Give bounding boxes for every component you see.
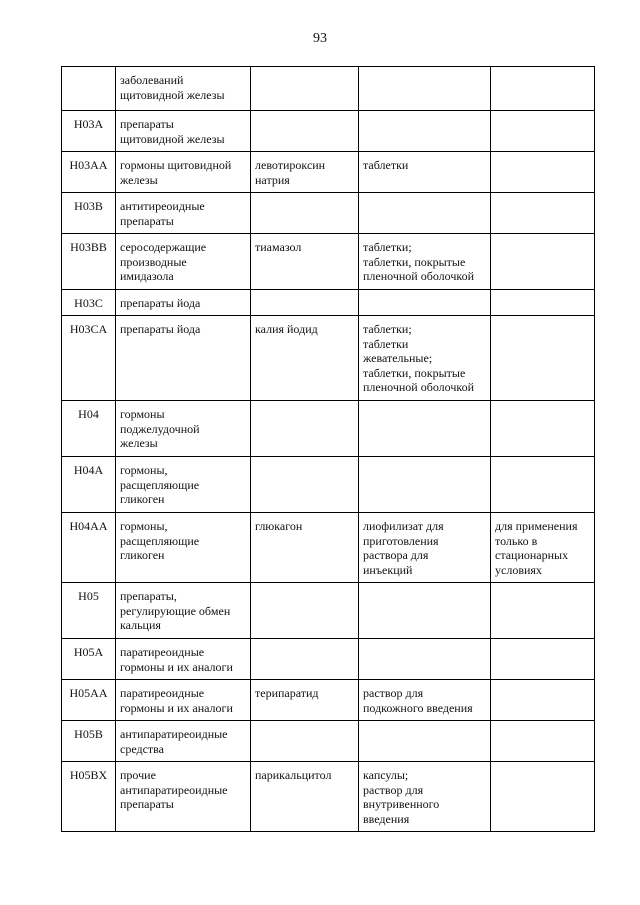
atc-code-cell: H03B <box>62 193 116 234</box>
dosage-form-cell <box>359 193 491 234</box>
atc-code-cell: H03C <box>62 290 116 316</box>
table-row <box>62 401 595 457</box>
drug-name-cell: глюкагон <box>251 513 359 583</box>
group-name-cell: заболеваний щитовидной железы <box>116 67 251 111</box>
note-cell <box>491 111 595 152</box>
atc-code-cell: H05BX <box>62 762 116 832</box>
note-cell <box>491 316 595 401</box>
dosage-form-cell: лиофилизат для приготовления раствора для инъекций <box>359 513 491 583</box>
atc-code-cell: H03BB <box>62 234 116 290</box>
table-row <box>62 290 595 316</box>
drug-name-cell: терипаратид <box>251 680 359 721</box>
group-name-cell: гормоны, расщепляющие гликоген <box>116 457 251 513</box>
atc-code-cell: H04AA <box>62 513 116 583</box>
drug-name-cell <box>251 721 359 762</box>
table-row <box>62 193 595 234</box>
dosage-form-cell: таблетки; таблетки, покрытые пленочной оболочкой <box>359 234 491 290</box>
dosage-form-cell <box>359 583 491 639</box>
drug-table <box>61 66 595 832</box>
group-name-cell: препараты йода <box>116 316 251 401</box>
note-cell <box>491 583 595 639</box>
atc-code-cell: H04 <box>62 401 116 457</box>
note-cell <box>491 193 595 234</box>
dosage-form-cell <box>359 721 491 762</box>
note-cell: для применения только в стационарных условиях <box>491 513 595 583</box>
table-row <box>62 234 595 290</box>
atc-code-cell <box>62 67 116 111</box>
note-cell <box>491 401 595 457</box>
drug-name-cell <box>251 583 359 639</box>
table-row <box>62 513 595 583</box>
drug-name-cell <box>251 111 359 152</box>
table-row <box>62 152 595 193</box>
note-cell <box>491 762 595 832</box>
drug-name-cell <box>251 639 359 680</box>
note-cell <box>491 234 595 290</box>
drug-name-cell <box>251 457 359 513</box>
atc-code-cell: H05B <box>62 721 116 762</box>
atc-code-cell: H05 <box>62 583 116 639</box>
table-row <box>62 457 595 513</box>
group-name-cell: серосодержащие производные имидазола <box>116 234 251 290</box>
dosage-form-cell: таблетки; таблетки жевательные; таблетки, покрытые пленочной оболочкой <box>359 316 491 401</box>
drug-name-cell <box>251 290 359 316</box>
group-name-cell: паратиреоидные гормоны и их аналоги <box>116 680 251 721</box>
note-cell <box>491 67 595 111</box>
table-row <box>62 316 595 401</box>
note-cell <box>491 680 595 721</box>
atc-code-cell: H05AA <box>62 680 116 721</box>
note-cell <box>491 290 595 316</box>
group-name-cell: антипаратиреоидные средства <box>116 721 251 762</box>
dosage-form-cell <box>359 67 491 111</box>
table-row <box>62 583 595 639</box>
group-name-cell: гормоны поджелудочной железы <box>116 401 251 457</box>
dosage-form-cell <box>359 111 491 152</box>
table-row <box>62 639 595 680</box>
note-cell <box>491 152 595 193</box>
dosage-form-cell: капсулы; раствор для внутривенного введения <box>359 762 491 832</box>
drug-name-cell: левотироксин натрия <box>251 152 359 193</box>
page-number: 93 <box>313 31 327 46</box>
table-row <box>62 762 595 832</box>
dosage-form-cell <box>359 639 491 680</box>
dosage-form-cell: таблетки <box>359 152 491 193</box>
group-name-cell: гормоны, расщепляющие гликоген <box>116 513 251 583</box>
group-name-cell: паратиреоидные гормоны и их аналоги <box>116 639 251 680</box>
note-cell <box>491 639 595 680</box>
atc-code-cell: H04A <box>62 457 116 513</box>
drug-name-cell: парикальцитол <box>251 762 359 832</box>
drug-name-cell <box>251 67 359 111</box>
dosage-form-cell <box>359 290 491 316</box>
atc-code-cell: H03AA <box>62 152 116 193</box>
table-row <box>62 721 595 762</box>
group-name-cell: прочие антипаратиреоидные препараты <box>116 762 251 832</box>
group-name-cell: антитиреоидные препараты <box>116 193 251 234</box>
table-row <box>62 680 595 721</box>
atc-code-cell: H05A <box>62 639 116 680</box>
atc-code-cell: H03A <box>62 111 116 152</box>
drug-name-cell <box>251 401 359 457</box>
table-row <box>62 67 595 111</box>
drug-name-cell: тиамазол <box>251 234 359 290</box>
dosage-form-cell <box>359 457 491 513</box>
note-cell <box>491 721 595 762</box>
drug-name-cell <box>251 193 359 234</box>
group-name-cell: препараты щитовидной железы <box>116 111 251 152</box>
table-row <box>62 111 595 152</box>
atc-code-cell: H03CA <box>62 316 116 401</box>
dosage-form-cell <box>359 401 491 457</box>
note-cell <box>491 457 595 513</box>
group-name-cell: препараты йода <box>116 290 251 316</box>
drug-name-cell: калия йодид <box>251 316 359 401</box>
group-name-cell: гормоны щитовидной железы <box>116 152 251 193</box>
group-name-cell: препараты, регулирующие обмен кальция <box>116 583 251 639</box>
dosage-form-cell: раствор для подкожного введения <box>359 680 491 721</box>
